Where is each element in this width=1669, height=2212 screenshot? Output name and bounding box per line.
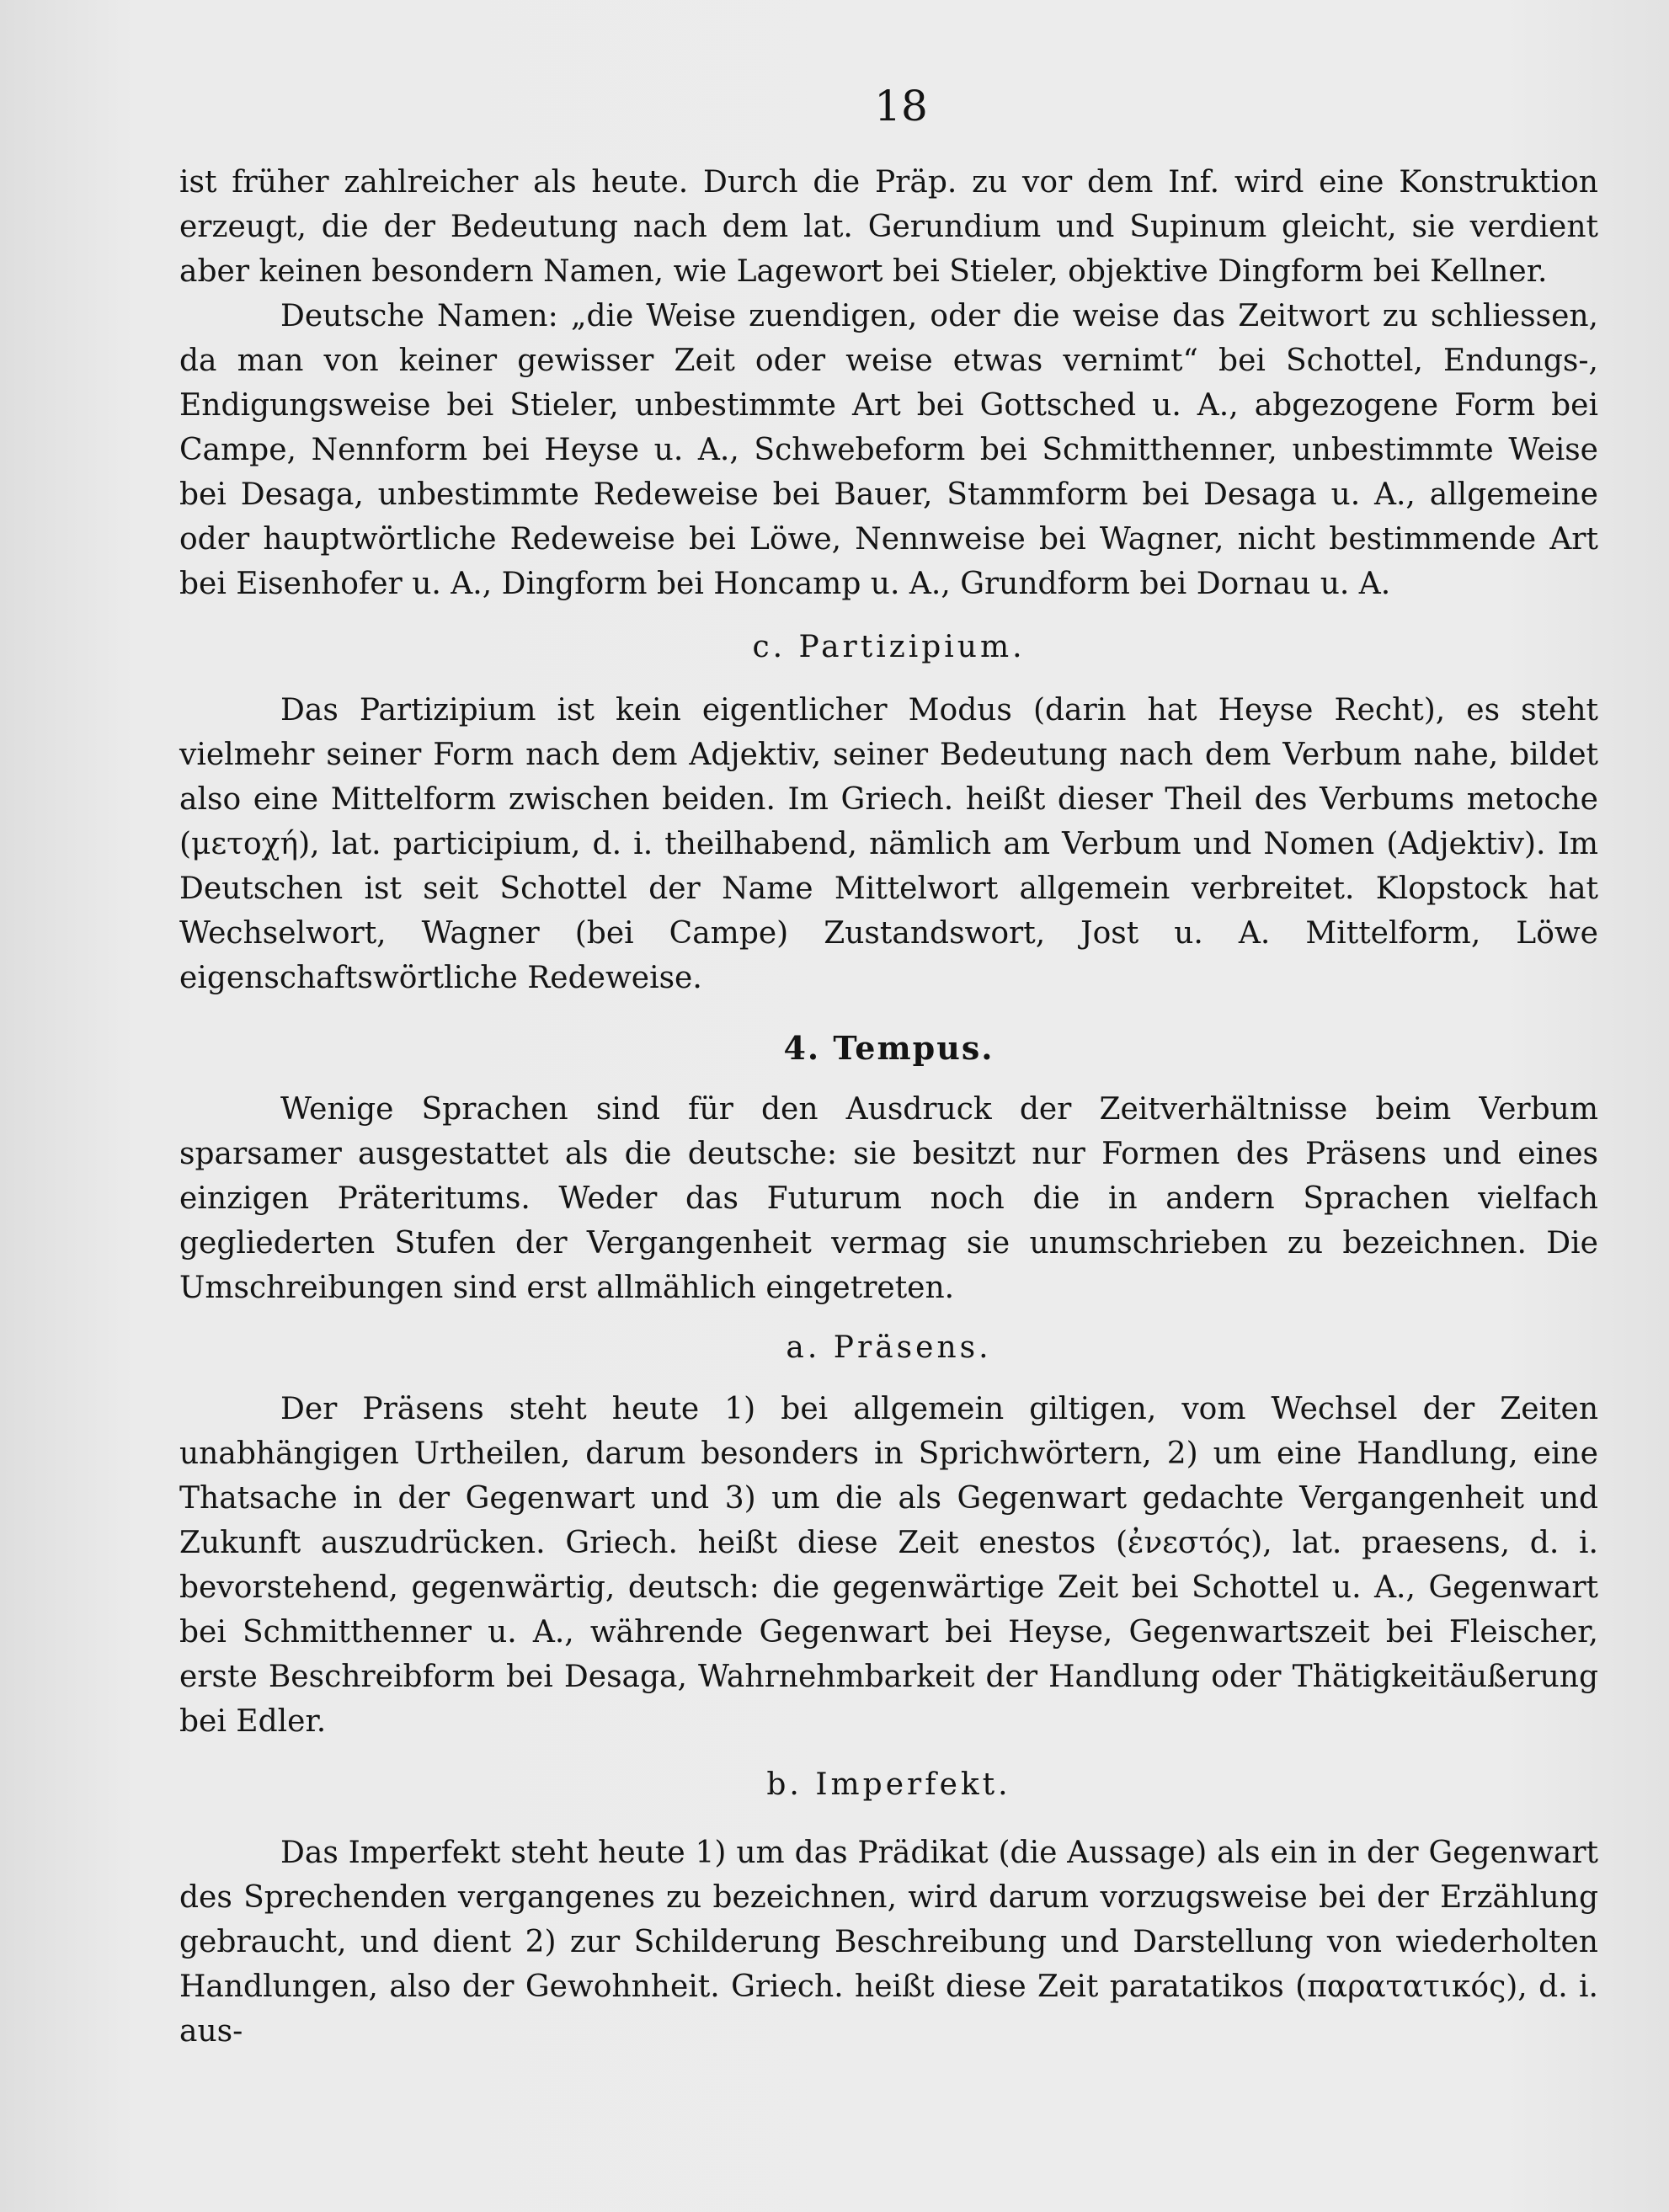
section-heading-partizipium: c. Partizipium.	[752, 630, 1026, 664]
page-number: 18	[874, 82, 928, 131]
body-text	[179, 160, 1598, 2054]
paragraph-partizipium: Das Partizipium ist kein eigentlicher Modus (darin hat Heyse Recht), es steht vielmehr seiner Form nach dem Adjektiv, seiner Bedeutung nach dem Verbum nahe, bildet also eine Mittelform zwischen beiden. Im Griech. heißt dieser Theil des Verbums metoche (μετοχή), lat. participium, d. i. theilhabend, nämlich am Verbum und Nomen (Adjektiv). Im Deutschen ist seit Schottel der Name Mittelwort allgemein verbreitet. Klopstock hat Wechselwort, Wagner (bei Campe) Zustandswort, Jost u. A. Mittelform, Löwe eigenschaftswörtliche Redeweise.	[179, 693, 1598, 995]
paragraph-tempus-intro: Wenige Sprachen sind für den Ausdruck der Zeitverhältnisse beim Verbum sparsamer ausgestattet als die deutsche: sie besitzt nur Formen des Präsens und eines einzigen Präteritums. Weder das Futurum noch die in andern Sprachen vielfach gegliederten Stufen der Vergangenheit vermag sie unumschrieben zu bezeichnen. Die Umschreibungen sind erst allmählich eingetreten.	[179, 1092, 1598, 1305]
chapter-heading-tempus: 4. Tempus.	[783, 1029, 994, 1067]
paragraph-deutsche-namen: Deutsche Namen: „die Weise zuendigen, oder die weise das Zeitwort zu schliessen, da man von keiner gewisser Zeit oder weise etwas vernimt“ bei Schottel, Endungs-, Endigungsweise bei Stieler, unbestimmte Art bei Gottsched u. A., abgezogene Form bei Campe, Nennform bei Heyse u. A., Schwebeform bei Schmitthenner, unbestimmte Weise bei Desaga, unbestimmte Redeweise bei Bauer, Stammform bei Desaga u. A., allgemeine oder hauptwörtliche Redeweise bei Löwe, Nennweise bei Wagner, nicht bestimmende Art bei Eisenhofer u. A., Dingform bei Honcamp u. A., Grundform bei Dornau u. A.	[179, 299, 1598, 601]
section-heading-imperfekt: b. Imperfekt.	[766, 1767, 1011, 1802]
paragraph-continuation: ist früher zahlreicher als heute. Durch die Präp. zu vor dem Inf. wird eine Konstruktion erzeugt, die der Bedeutung nach dem lat. Gerundium und Supinum gleicht, sie verdient aber keinen besondern Namen, wie Lagewort bei Stieler, objektive Dingform bei Kellner.	[179, 165, 1598, 289]
section-heading-praesens: a. Präsens.	[786, 1330, 992, 1365]
paragraph-praesens: Der Präsens steht heute 1) bei allgemein giltigen, vom Wechsel der Zeiten unabhängigen Urtheilen, darum besonders in Sprichwörtern, 2) um eine Handlung, eine Thatsache in der Gegenwart und 3) um die als Gegenwart gedachte Vergangenheit und Zukunft auszudrücken. Griech. heißt diese Zeit enestos (ἐνεστός), lat. praesens, d. i. bevorstehend, gegenwärtig, deutsch: die gegenwärtige Zeit bei Schottel u. A., Gegenwart bei Schmitthenner u. A., währende Gegenwart bei Heyse, Gegenwartszeit bei Fleischer, erste Beschreibform bei Desaga, Wahrnehmbarkeit der Handlung oder Thätigkeitäußerung bei Edler.	[179, 1392, 1598, 1739]
paragraph-imperfekt: Das Imperfekt steht heute 1) um das Prädikat (die Aussage) als ein in der Gegenwart des Sprechenden vergangenes zu bezeichnen, wird darum vorzugsweise bei der Erzählung gebraucht, und dient 2) zur Schilderung Beschreibung und Darstellung von wiederholten Handlungen, also der Gewohnheit. Griech. heißt diese Zeit paratatikos (παρατατικός), d. i. aus-	[179, 1836, 1598, 2049]
